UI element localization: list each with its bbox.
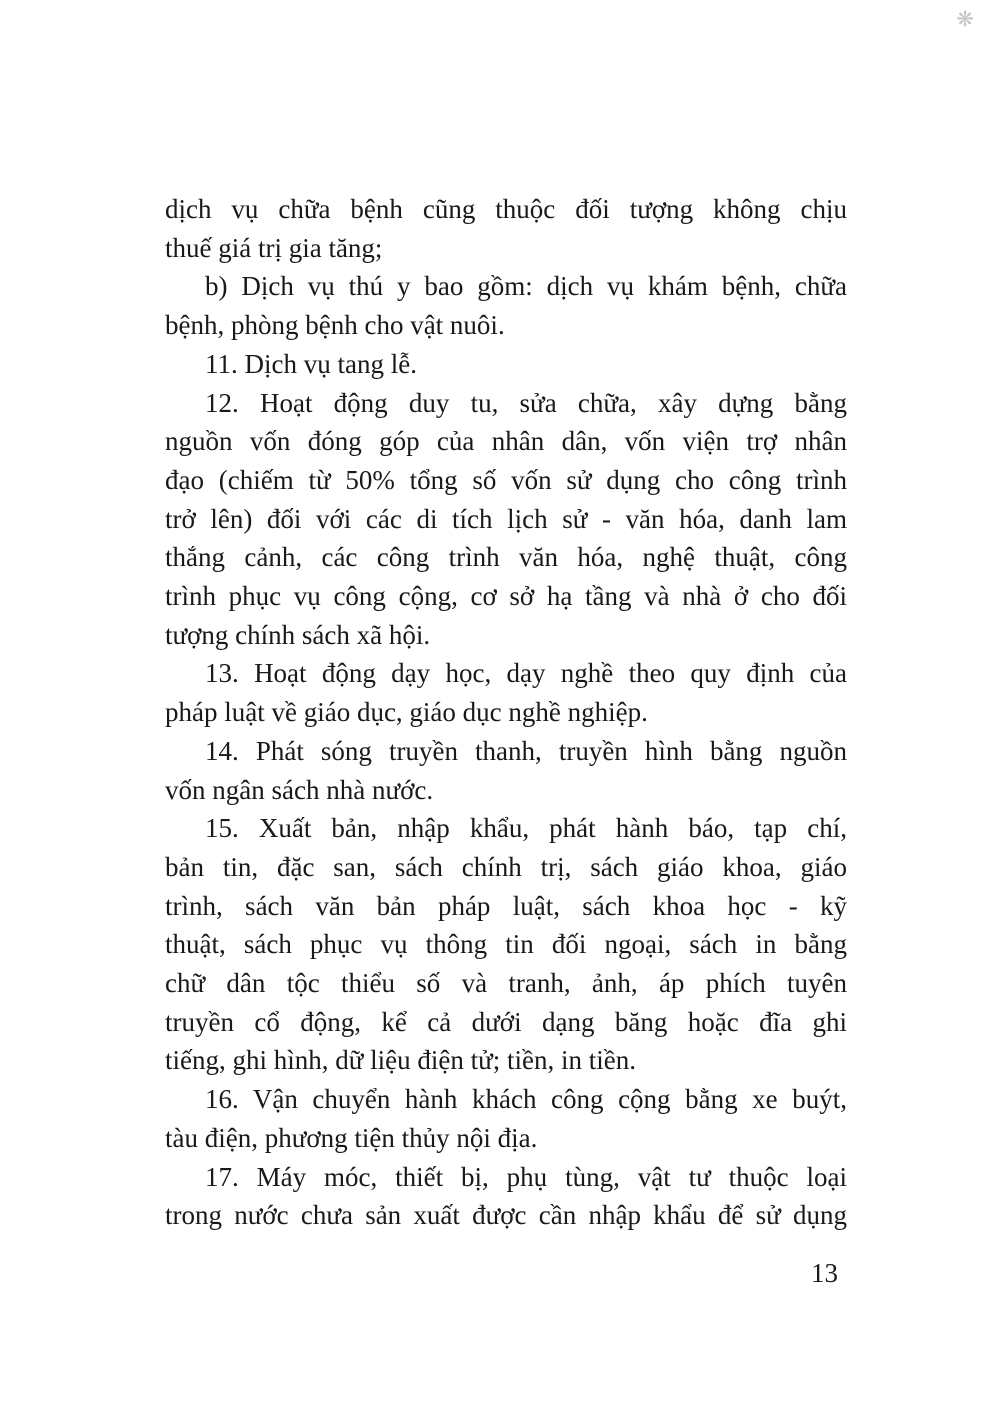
text-line: chữ dân tộc thiểu số và tranh, ảnh, áp phích tuyên bbox=[165, 968, 847, 999]
text-line: bản tin, đặc san, sách chính trị, sách giáo khoa, giáo bbox=[165, 851, 847, 882]
text-line: tiếng, ghi hình, dữ liệu điện tử; tiền, in tiền. bbox=[165, 1045, 636, 1076]
flower-icon: ❋ bbox=[956, 7, 974, 31]
paragraph bbox=[165, 267, 847, 344]
text-line: bệnh, phòng bệnh cho vật nuôi. bbox=[165, 310, 505, 341]
paragraph bbox=[165, 809, 847, 1080]
text-line: trình phục vụ công cộng, cơ sở hạ tầng và nhà ở cho đối bbox=[165, 581, 847, 612]
text-line: 13. Hoạt động dạy học, dạy nghề theo quy định của bbox=[205, 658, 847, 689]
text-line: trong nước chưa sản xuất được cần nhập khẩu để sử dụng bbox=[165, 1200, 847, 1231]
text-line: dịch vụ chữa bệnh cũng thuộc đối tượng không chịu bbox=[165, 194, 847, 224]
text-line: tàu điện, phương tiện thủy nội địa. bbox=[165, 1122, 538, 1153]
text-block bbox=[165, 190, 847, 1235]
page-number: 13 bbox=[811, 1258, 838, 1288]
text-line: thắng cảnh, các công trình văn hóa, nghệ thuật, công bbox=[165, 542, 847, 573]
text-line: vốn ngân sách nhà nước. bbox=[165, 774, 434, 805]
text-line: b) Dịch vụ thú y bao gồm: dịch vụ khám bệnh, chữa bbox=[205, 271, 847, 302]
text-line: 15. Xuất bản, nhập khẩu, phát hành báo, tạp chí, bbox=[205, 813, 847, 844]
paragraph bbox=[165, 384, 847, 655]
text-line: 14. Phát sóng truyền thanh, truyền hình bằng nguồn bbox=[205, 735, 847, 766]
text-line: 17. Máy móc, thiết bị, phụ tùng, vật tư thuộc loại bbox=[205, 1161, 847, 1192]
text-line: 11. Dịch vụ tang lễ. bbox=[205, 348, 417, 379]
paragraph bbox=[165, 732, 847, 809]
text-line: thuế giá trị gia tăng; bbox=[165, 232, 383, 263]
text-line: truyền cổ động, kể cả dưới dạng băng hoặc đĩa ghi bbox=[165, 1006, 847, 1037]
paragraph bbox=[165, 345, 847, 384]
text-line: pháp luật về giáo dục, giáo dục nghề nghiệp. bbox=[165, 697, 648, 728]
paragraph bbox=[165, 1158, 847, 1235]
text-line: thuật, sách phục vụ thông tin đối ngoại, sách in bằng bbox=[165, 929, 847, 960]
text-line: tượng chính sách xã hội. bbox=[165, 619, 431, 650]
paragraph bbox=[165, 190, 847, 267]
text-line: nguồn vốn đóng góp của nhân dân, vốn viện trợ nhân bbox=[165, 426, 847, 457]
text-line: trình, sách văn bản pháp luật, sách khoa học - kỹ bbox=[165, 890, 847, 921]
text-line: trở lên) đối với các di tích lịch sử - văn hóa, danh lam bbox=[165, 503, 847, 534]
paragraph bbox=[165, 654, 847, 731]
text-line: 16. Vận chuyển hành khách công cộng bằng xe buýt, bbox=[205, 1084, 847, 1115]
text-line: 12. Hoạt động duy tu, sửa chữa, xây dựng bằng bbox=[205, 387, 847, 418]
paragraph bbox=[165, 1080, 847, 1157]
text-line: đạo (chiếm từ 50% tổng số vốn sử dụng cho công trình bbox=[165, 464, 847, 495]
